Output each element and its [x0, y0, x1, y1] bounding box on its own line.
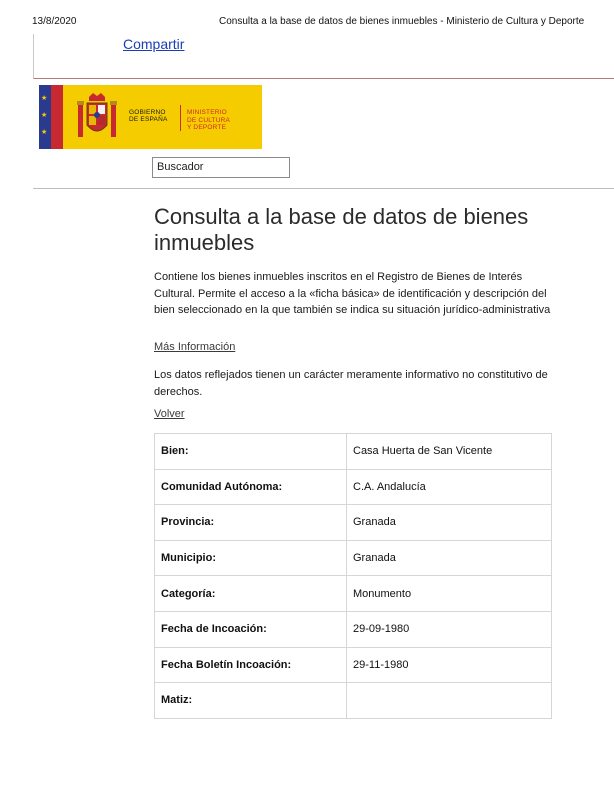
- table-row: [155, 576, 552, 612]
- field-label: Fecha Boletín Incoación:: [155, 647, 347, 683]
- field-value: Granada: [347, 540, 552, 576]
- field-value: C.A. Andalucía: [347, 469, 552, 505]
- search-input[interactable]: Buscador: [152, 157, 290, 178]
- field-label: Municipio:: [155, 540, 347, 576]
- record-table: [154, 433, 552, 719]
- field-label: Categoría:: [155, 576, 347, 612]
- field-value: Granada: [347, 505, 552, 541]
- field-value: Monumento: [347, 576, 552, 612]
- star-icon: ★: [41, 112, 48, 119]
- table-row: [155, 683, 552, 719]
- share-link[interactable]: Compartir: [123, 36, 185, 52]
- gobierno-ministerio-logo[interactable]: [39, 85, 262, 149]
- disclaimer-text: Los datos reflejados tienen un carácter meramente informativo no constitutivo de derechos.: [154, 369, 548, 398]
- field-label: Matiz:: [155, 683, 347, 719]
- star-icon: ★: [41, 95, 48, 102]
- field-value: Casa Huerta de San Vicente: [347, 434, 552, 470]
- back-link[interactable]: Volver: [154, 408, 185, 420]
- field-value: 29-11-1980: [347, 647, 552, 683]
- ministry-label: MINISTERIO DE CULTURA Y DEPORTE: [187, 109, 231, 131]
- print-header: [0, 0, 614, 30]
- table-row: [155, 469, 552, 505]
- field-value: 29-09-1980: [347, 611, 552, 647]
- intro-text: Contiene los bienes inmuebles inscritos en el Registro de Bienes de Interés Cultural. Permite el acceso a la «ficha básica» de identificación y descripción del bien seleccionado en la que también se indica su situación jurídico-administrativa: [154, 271, 551, 316]
- table-row: [155, 505, 552, 541]
- page-title: Consulta a la base de datos de bienes inmuebles: [154, 204, 529, 255]
- field-label: Fecha de Incoación:: [155, 611, 347, 647]
- share-bar: [33, 34, 614, 79]
- print-page-title: Consulta a la base de datos de bienes inmuebles - Ministerio de Cultura y Deporte: [219, 16, 585, 27]
- field-label: Bien:: [155, 434, 347, 470]
- divider: [33, 188, 614, 189]
- field-label: Comunidad Autónoma:: [155, 469, 347, 505]
- more-info-link[interactable]: Más Información: [154, 341, 236, 353]
- coat-of-arms-icon: [75, 91, 119, 143]
- logo-divider: [180, 105, 181, 131]
- government-label: GOBIERNO DE ESPAÑA: [129, 109, 168, 123]
- table-row: [155, 611, 552, 647]
- field-label: Provincia:: [155, 505, 347, 541]
- table-row: [155, 540, 552, 576]
- table-row: [155, 434, 552, 470]
- table-row: [155, 647, 552, 683]
- star-icon: ★: [41, 129, 48, 136]
- spain-flag-stripe: [51, 85, 63, 149]
- field-value: [347, 683, 552, 719]
- print-date: 13/8/2020: [32, 16, 77, 27]
